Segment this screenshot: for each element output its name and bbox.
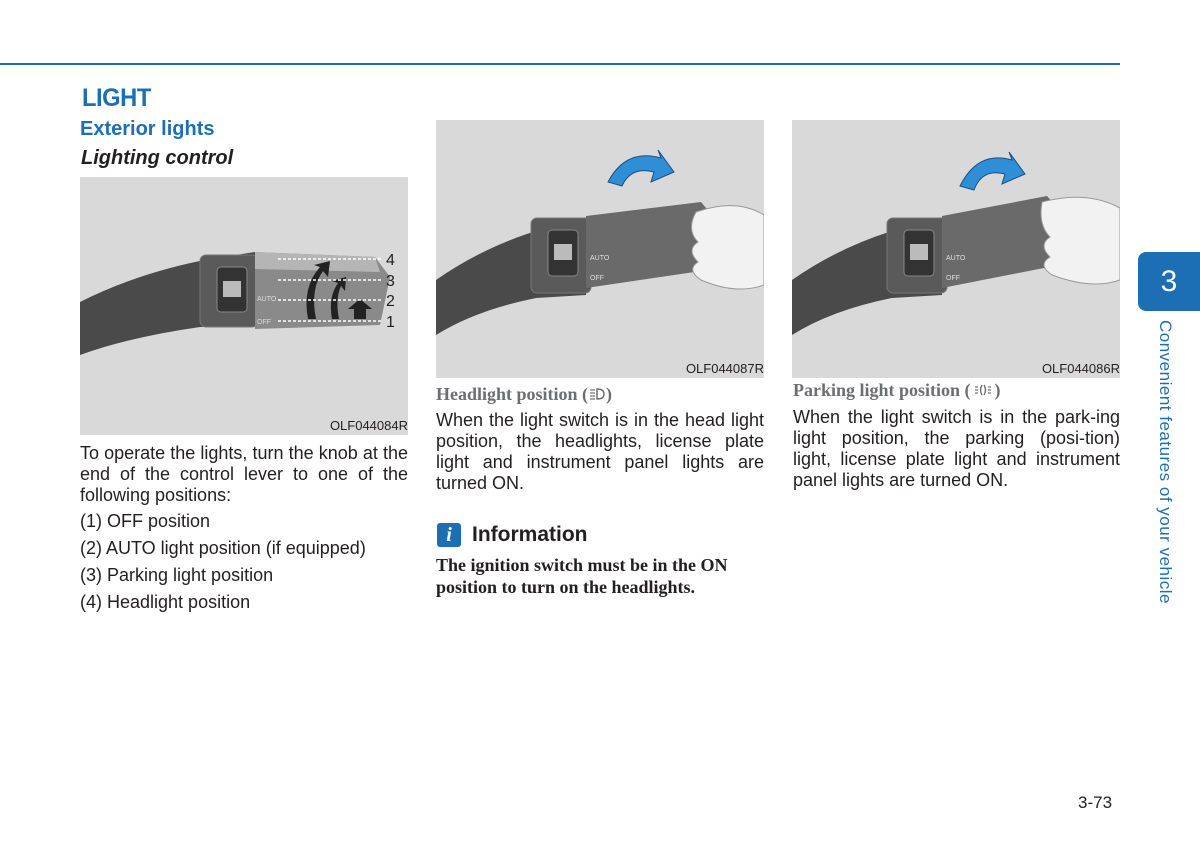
position-number-3: 3 xyxy=(386,273,395,290)
list-item: (3) Parking light position xyxy=(80,565,274,585)
chapter-title: Convenient features of your vehicle xyxy=(1156,320,1175,604)
switch-label-auto: AUTO xyxy=(257,296,277,303)
position-list xyxy=(80,510,366,618)
info-text: The ignition switch must be in the ON position to turn on the headlights. xyxy=(436,555,728,597)
info-title: Information xyxy=(472,523,588,546)
headlight-heading xyxy=(436,384,612,405)
subsubsection-title: Lighting control xyxy=(81,147,234,169)
switch-label-auto: AUTO xyxy=(590,255,610,262)
position-number-1: 1 xyxy=(386,314,395,331)
figure-code: OLF044087R xyxy=(685,361,764,376)
parking-paragraph: When the light switch is in the park-ing light position, the parking (posi-tion) light, license plate light and instrument panel lights are turned ON. xyxy=(793,407,1120,490)
figure-code: OLF044084R xyxy=(329,418,408,433)
rotate-arrow-icon xyxy=(960,152,1025,190)
list-item: (1) OFF position xyxy=(80,511,211,531)
list-item: (4) Headlight position xyxy=(80,592,251,612)
switch-label-off: OFF xyxy=(590,275,604,282)
position-number-4: 4 xyxy=(386,252,395,269)
headlight-heading-suffix: ) xyxy=(606,384,613,404)
hand-icon xyxy=(1041,197,1120,284)
headlight-paragraph: When the light switch is in the head light position, the headlights, license plate light and instrument panel lights are turned ON. xyxy=(436,410,764,493)
hand-icon xyxy=(691,206,764,289)
parking-heading xyxy=(793,380,1001,401)
subsection-title: Exterior lights xyxy=(80,118,215,140)
position-number-2: 2 xyxy=(386,293,395,310)
switch-label-off: OFF xyxy=(946,275,960,282)
list-item: (2) AUTO light position (if equipped) xyxy=(80,538,366,558)
rotate-arrow-icon xyxy=(608,150,674,186)
lever-illustration-parking xyxy=(792,120,1120,378)
intro-paragraph: To operate the lights, turn the knob at the end of the control lever to one of the following positions: xyxy=(80,443,408,505)
headlight-icon xyxy=(588,387,606,401)
lever-illustration-headlight xyxy=(436,120,764,378)
page-number: 3-73 xyxy=(1078,793,1113,812)
switch-label-auto: AUTO xyxy=(946,255,966,262)
section-title: LIGHT xyxy=(82,84,151,112)
chapter-tab: 3 xyxy=(1138,252,1200,311)
figure-headlight-position xyxy=(436,120,764,378)
parking-light-icon xyxy=(971,383,995,397)
top-rule xyxy=(0,63,1120,65)
headlight-heading-prefix: Headlight position ( xyxy=(436,384,589,404)
switch-label-off: OFF xyxy=(257,319,271,326)
parking-heading-suffix: ) xyxy=(994,380,1001,400)
info-icon: i xyxy=(437,523,461,547)
figure-lighting-control-positions xyxy=(80,177,408,435)
figure-code: OLF044086R xyxy=(1041,361,1120,376)
figure-parking-light-position xyxy=(792,120,1120,378)
lever-illustration-positions xyxy=(80,177,408,435)
parking-heading-prefix: Parking light position ( xyxy=(793,380,971,400)
